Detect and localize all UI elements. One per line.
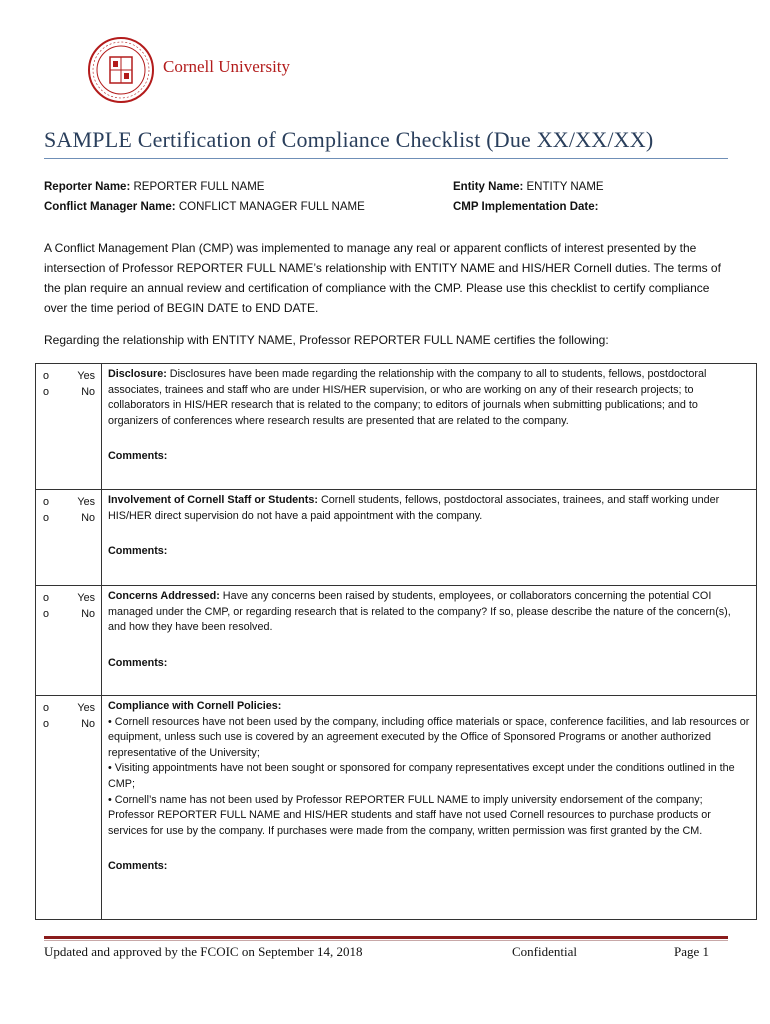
yes-option[interactable]: [36, 590, 101, 606]
yes-option[interactable]: [36, 494, 101, 510]
title-divider: [44, 158, 728, 159]
item-body: [102, 586, 757, 696]
item-text: [108, 367, 750, 429]
yes-no-options: [36, 364, 102, 490]
yes-no-options: [36, 586, 102, 696]
conflict-manager-value: CONFLICT MANAGER FULL NAME: [178, 201, 365, 213]
reporter-value: REPORTER FULL NAME: [133, 181, 265, 193]
item-body: [102, 696, 757, 920]
entity-label: Entity Name:: [453, 181, 524, 193]
footer-divider: [44, 936, 728, 939]
item-description: Cornell students, fellows, postdoctoral associates, trainees, and staff working under HIS/HER direct supervision do not have a paid appointment with the company.: [108, 494, 720, 522]
no-label: No: [81, 386, 95, 398]
compliance-checklist-table: [35, 363, 757, 920]
no-option[interactable]: [36, 510, 101, 526]
comments-field[interactable]: Comments:: [108, 450, 168, 463]
item-body: [102, 490, 757, 586]
footer-page-number: Page 1: [674, 944, 710, 959]
intro-paragraph: A Conflict Management Plan (CMP) was implemented to manage any real or apparent conflicts of interest presented by the intersection of Professor REPORTER FULL NAME’s relationship with ENTITY NAME and HIS/HER Cornell duties. The terms of the plan require an annual review and certification of compliance with the CMP. Please use this checklist to certify compliance over the time period of BEGIN DATE to END DATE.: [44, 241, 721, 315]
checklist-row-involvement: [36, 490, 757, 586]
footer-divider-thin: [44, 940, 728, 941]
radio-bullet[interactable]: o: [43, 702, 50, 714]
yes-label: Yes: [77, 592, 95, 604]
item-body: [102, 364, 757, 490]
radio-bullet[interactable]: o: [43, 370, 50, 382]
reporter-name-line: [44, 181, 264, 193]
no-label: No: [81, 512, 95, 524]
footer-confidential: Confidential: [512, 944, 577, 959]
yes-no-options: [36, 696, 102, 920]
checklist-row-policies: [36, 696, 757, 920]
item-heading: Involvement of Cornell Staff or Students:: [108, 494, 318, 506]
no-label: No: [81, 608, 95, 620]
yes-option[interactable]: [36, 700, 101, 716]
university-name: Cornell University: [163, 57, 291, 76]
policy-bullet: • Visiting appointments have not been sought or sponsored for company representatives except under the conditions outlined in the CMP;: [108, 762, 735, 790]
yes-no-options: [36, 490, 102, 586]
item-description: Have any concerns been raised by students, employees, or collaborators concerning the potential COI managed under the CMP, or regarding research that is related to the company? If so, please describe the nature of the concern(s), and how they have been resolved.: [108, 590, 731, 634]
checklist-row-disclosure: [36, 364, 757, 490]
cornell-seal-logo: [84, 36, 158, 104]
radio-bullet[interactable]: o: [43, 496, 50, 508]
entity-value: ENTITY NAME: [526, 181, 604, 193]
radio-bullet[interactable]: o: [43, 592, 50, 604]
comments-field[interactable]: Comments:: [108, 545, 168, 558]
checklist-row-concerns: [36, 586, 757, 696]
radio-bullet[interactable]: o: [43, 718, 50, 730]
footer-updated: Updated and approved by the FCOIC on September 14, 2018: [44, 944, 363, 959]
item-text: [108, 493, 750, 524]
conflict-manager-line: [44, 201, 365, 213]
regarding-paragraph: Regarding the relationship with ENTITY NAME, Professor REPORTER FULL NAME certifies the following:: [44, 333, 609, 347]
no-option[interactable]: [36, 606, 101, 622]
no-option[interactable]: [36, 384, 101, 400]
conflict-manager-label: Conflict Manager Name:: [44, 201, 176, 213]
no-label: No: [81, 718, 95, 730]
entity-name-line: [453, 181, 604, 193]
item-heading: Disclosure:: [108, 368, 167, 380]
policy-bullet: • Cornell’s name has not been used by Professor REPORTER FULL NAME to imply university endorsement of the company; Professor REPORTER FULL NAME and HIS/HER students and staff have not used Cornell resources to purchase products or services for use by the company. If purchases were made from the company, written permission was first granted by the CM.: [108, 793, 711, 837]
yes-label: Yes: [77, 496, 95, 508]
no-option[interactable]: [36, 716, 101, 732]
item-text: [108, 589, 750, 636]
item-description: Disclosures have been made regarding the relationship with the company to all to students, fellows, postdoctoral associates, trainees and staff who are under HIS/HER supervision, or who are working on any of their research projects; to collaborators in HIS/HER research that is related to the company; to editors of journals when submitting publications; and to organizers of conferences where research results are presented that are related to the company.: [108, 368, 707, 427]
cmp-date-label: CMP Implementation Date:: [453, 201, 599, 213]
yes-option[interactable]: [36, 368, 101, 384]
radio-bullet[interactable]: o: [43, 608, 50, 620]
cmp-date-line: [453, 201, 598, 213]
item-heading: Concerns Addressed:: [108, 590, 220, 602]
reporter-label: Reporter Name:: [44, 181, 131, 193]
yes-label: Yes: [77, 370, 95, 382]
document-title: SAMPLE Certification of Compliance Checklist (Due XX/XX/XX): [44, 127, 654, 152]
item-heading: Compliance with Cornell Policies:: [108, 700, 282, 712]
item-heading-line: [108, 699, 750, 715]
radio-bullet[interactable]: o: [43, 512, 50, 524]
comments-field[interactable]: Comments:: [108, 656, 168, 669]
yes-label: Yes: [77, 702, 95, 714]
policy-bullet: • Cornell resources have not been used by the company, including office materials or space, conference facilities, and lab resources or equipment, unless such use is covered by an agreement executed by the Office of Sponsored Programs or another authorized representative of the University;: [108, 715, 750, 759]
comments-field[interactable]: Comments:: [108, 860, 168, 873]
radio-bullet[interactable]: o: [43, 386, 50, 398]
